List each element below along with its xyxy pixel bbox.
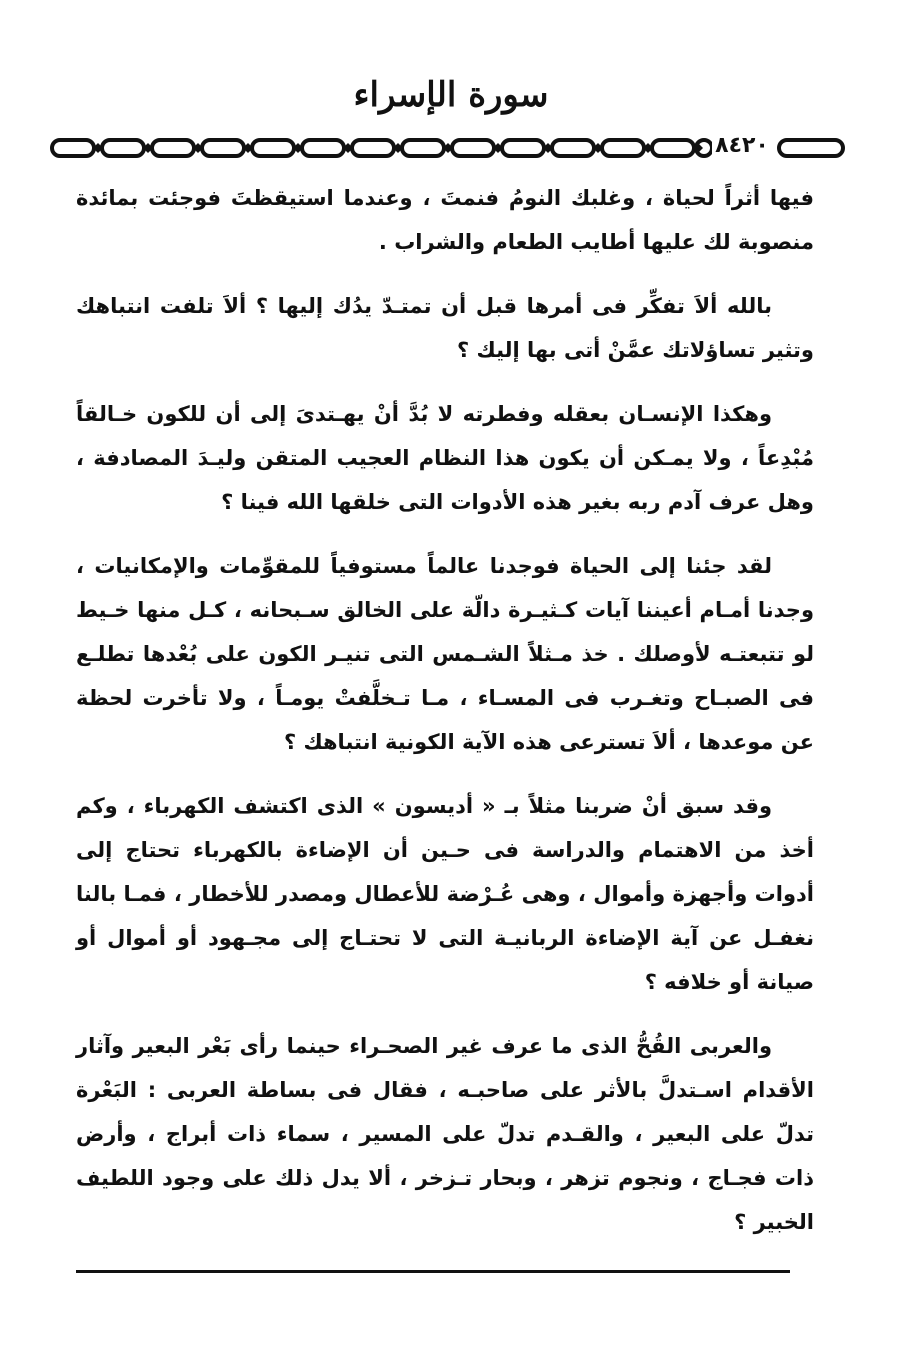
- chain-link: [402, 140, 444, 156]
- chain-link: [602, 140, 644, 156]
- chain-link: [552, 140, 594, 156]
- chain-link: [352, 140, 394, 156]
- chain-link: [152, 140, 194, 156]
- paragraph-3: وهكذا الإنسـان بعقله وفطرته لا بُدَّ أنْ يهـتدىَ إلى أن للكون خـالقاً مُبْدِعاً ، ولا يمـكن أن يكون هذا النظام العجيب المتقن وليـدَ المصادفة ، وهل عرف آدم ربه بغير هذه الأدوات التى خلقها الله فينا ؟: [76, 402, 814, 514]
- footer-rule: [76, 1270, 790, 1273]
- chain-link: [652, 140, 694, 156]
- main-text: [76, 176, 814, 1264]
- paragraph-5: وقد سبق أنْ ضربنا مثلاً بـ « أديسون » الذى اكتشف الكهرباء ، وكم أخذ من الاهتمام والدراسة فى حـين أن الإضاءة بالكهرباء تحتاج إلى أدوات وأجهزة وأموال ، وهى عُـرْضة للأعطال ومصدر للأخطار ، فمـا بالنا نغفـل عن آية الإضاءة الربانيـة التى لا تحتـاج إلى مجـهود أو أموال أو صيانة أو خلافه ؟: [76, 794, 814, 994]
- chain-link: [452, 140, 494, 156]
- paragraph-2: بالله ألاَ تفكِّر فى أمرها قبل أن تمتـدّ يدُك إليها ؟ ألاَ تلفت انتباهك وتثير تساؤلاتك عمَّنْ أتى بها إليك ؟: [76, 294, 814, 362]
- paragraph-4: لقد جئنا إلى الحياة فوجدنا عالماً مستوفياً للمقوِّمات والإمكانيات ، وجدنا أمـام أعيننا آيات كـثيـرة دالّة على الخالق سـبحانه ، كـل منها خـيط لو تتبعتـه لأوصلك . خذ مـثلاً الشـمس التى تنيـر الكون على بُعْدها تطلـع فى الصبـاح وتغـرب فى المسـاء ، مـا تـخلَّفتْ يومـاً ، ولا تأخرت لحظة عن موعدها ، ألاَ تسترعى هذه الآية الكونية انتباهك ؟: [76, 554, 814, 754]
- chain-link: [102, 140, 144, 156]
- chain-link: [202, 140, 244, 156]
- chain-link: [779, 140, 843, 156]
- chain-link: [502, 140, 544, 156]
- chain-link: [252, 140, 294, 156]
- page-number: ٨٤٢٠: [712, 128, 772, 164]
- chain-link: [302, 140, 344, 156]
- paragraph-1: فيها أثراً لحياة ، وغلبك النومُ فنمتَ ، وعندما استيقظتَ فوجئت بمائدة منصوبة لك عليها أطايب الطعام والشراب .: [76, 186, 814, 254]
- paragraph-6: والعربى القُحُّ الذى ما عرف غير الصحـراء حينما رأى بَعْر البعير وآثار الأقدام اسـتدلَّ بالأثر على صاحبـه ، فقال فى بساطة العربى : البَعْرة تدلّ على البعير ، والقـدم تدلّ على المسير ، سماء ذات أبراج ، وأرض ذات فجـاج ، ونجوم تزهر ، وبحار تـزخر ، ألا يدل ذلك على وجود اللطيف الخبير ؟: [76, 1034, 814, 1234]
- surah-title: سورة الإسراء: [353, 75, 549, 115]
- chain-link: [52, 140, 94, 156]
